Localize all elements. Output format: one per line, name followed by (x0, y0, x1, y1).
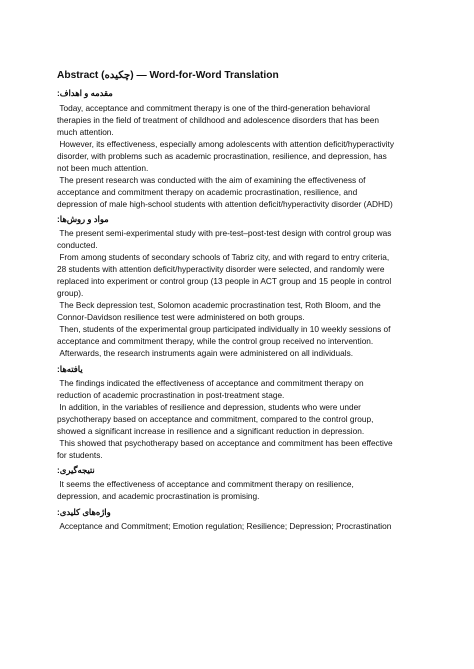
intro-paragraph-2: However, its effectiveness, especially among adolescents with attention deficit/hyperactivity disorder, with problems such as academic procrastination, resilience, and depression, has not been much attention. (57, 139, 394, 174)
methods-paragraph-2: From among students of secondary schools of Tabriz city, and with regard to entry criteria, 28 students with attention deficit/hyperactivity disorder were selected, and randomly were replaced into experiment or control group (13 people in ACT group and 15 people in control group). (57, 252, 392, 299)
intro-paragraph-3: The present research was conducted with the aim of examining the effectiveness of acceptance and commitment therapy on academic procrastination, resilience, and depression of male high-school students with attention deficit/hyperactivity disorder (ADHD) (57, 175, 393, 210)
methods-paragraph-4: Then, students of the experimental group participated individually in 10 weekly sessions of acceptance and commitment therapy, while the control group received no intervention. (57, 324, 391, 347)
results-paragraph-3: This showed that psychotherapy based on acceptance and commitment has been effective for students. (57, 438, 393, 461)
section-heading-conclusion: نتیجه‌گیری: (57, 465, 95, 475)
intro-paragraph-1: Today, acceptance and commitment therapy is one of the third-generation behavioral therapies in the field of treatment of childhood and adolescence disorders that has been much attention. (57, 103, 379, 138)
document-title: Abstract (چکیده) — Word-for-Word Translation (57, 70, 279, 81)
section-heading-methods: مواد و روش‌ها: (57, 214, 109, 224)
keywords-list: Acceptance and Commitment; Emotion regulation; Resilience; Depression; Procrastination (57, 521, 392, 531)
section-heading-keywords: واژه‌های کلیدی: (57, 507, 111, 517)
results-paragraph-2: In addition, in the variables of resilience and depression, students who were under psychotherapy based on acceptance and commitment, compared to the control group, showed a significant increase in resilience and a significant reduction in depression. (57, 402, 374, 437)
methods-paragraph-1: The present semi-experimental study with pre-test–post-test design with control group was conducted. (57, 228, 392, 251)
conclusion-paragraph-1: It seems the effectiveness of acceptance and commitment therapy on resilience, depression, and academic procrastination is promising. (57, 479, 354, 502)
methods-paragraph-5: Afterwards, the research instruments again were administered on all individuals. (57, 348, 354, 358)
results-paragraph-1: The findings indicated the effectiveness of acceptance and commitment therapy on reduction of academic procrastination in post-treatment stage. (57, 378, 364, 401)
section-heading-results: یافته‌ها: (57, 364, 83, 374)
methods-paragraph-3: The Beck depression test, Solomon academic procrastination test, Roth Bloom, and the Connor-Davidson resilience test were administered on both groups. (57, 300, 381, 323)
section-heading-intro: مقدمه و اهداف: (57, 88, 113, 98)
